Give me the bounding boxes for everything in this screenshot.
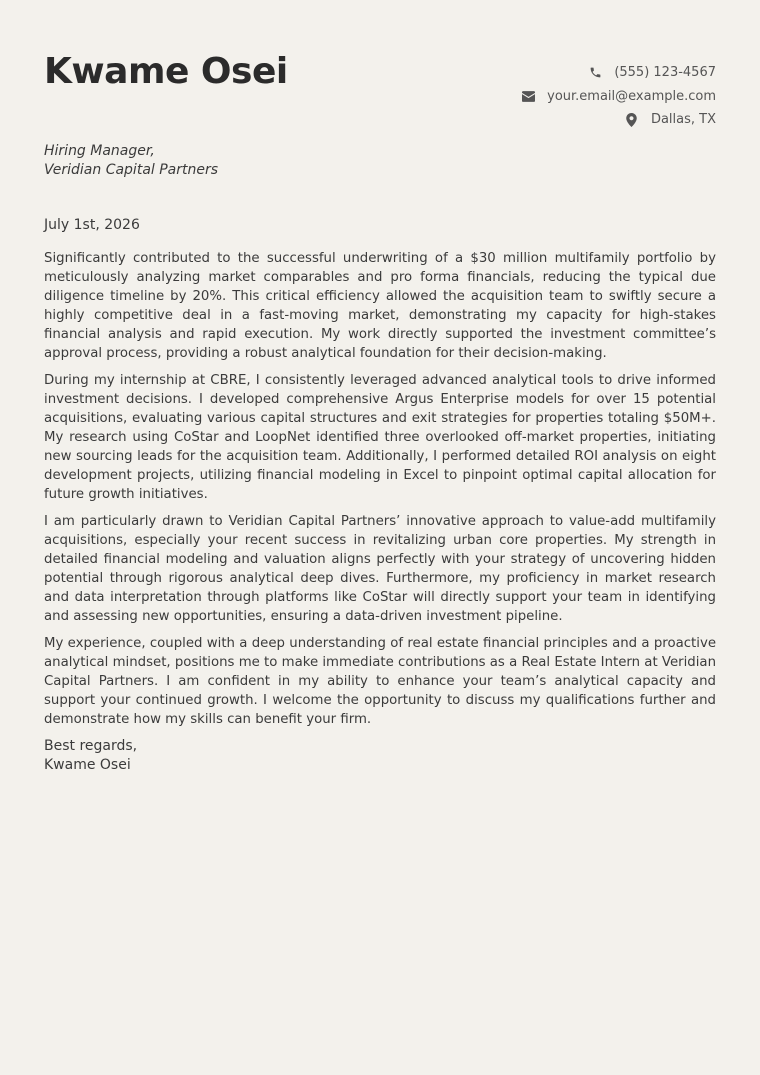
recipient-company: Veridian Capital Partners	[44, 162, 219, 178]
letter-body	[44, 249, 716, 729]
applicant-name: Kwame Osei	[44, 51, 288, 92]
map-pin-icon	[625, 113, 639, 127]
contact-location	[521, 108, 716, 132]
email-text: your.email@example.com	[547, 88, 716, 104]
letter-closing	[44, 737, 716, 775]
location-text: Dallas, TX	[650, 112, 716, 127]
letter-header	[44, 52, 716, 148]
body-paragraph: My experience, coupled with a deep understanding of real estate financial principles and a proactive analytical mindset, positions me to make immediate contributions as a Real Estate Intern at Veridian Capital Partners. I am confident in my ability to enhance your team’s analytical capacity and support your continued growth. I welcome the opportunity to discuss my qualifications further and demonstrate how my skills can benefit your firm.	[44, 636, 716, 727]
letter-date: July 1st, 2026	[44, 217, 140, 233]
closing-salutation: Best regards,	[44, 738, 138, 754]
body-paragraph: I am particularly drawn to Veridian Capital Partners’ innovative approach to value-add multifamily acquisitions, especially your recent success in revitalizing urban core properties. My strength in detailed financial modeling and valuation aligns perfectly with your strategy of uncovering hidden potential through rigorous analytical deep dives. Furthermore, my proficiency in market research and data interpretation through platforms like CoStar will directly support your team in identifying and assessing new opportunities, ensuring a data-driven investment pipeline.	[44, 514, 716, 624]
contact-phone	[521, 61, 716, 85]
recipient-title: Hiring Manager,	[44, 143, 155, 159]
phone-icon	[588, 66, 602, 80]
body-paragraph: Significantly contributed to the successful underwriting of a $30 million multifamily portfolio by meticulously analyzing market comparables and pro forma financials, reducing the typical due diligence timeline by 20%. This critical efficiency allowed the acquisition team to swiftly secure a highly competitive deal in a fast-moving market, demonstrating my capacity for high-stakes financial analysis and rapid execution. My work directly supported the investment committee’s approval process, providing a robust analytical foundation for their decision-making.	[44, 251, 716, 361]
envelope-icon	[521, 89, 535, 103]
closing-signature: Kwame Osei	[44, 757, 131, 773]
body-paragraph: During my internship at CBRE, I consistently leveraged advanced analytical tools to drive informed investment decisions. I developed comprehensive Argus Enterprise models for over 15 potential acquisitions, evaluating various capital structures and exit strategies for properties totaling $50M+. My research using CoStar and LoopNet identified three overlooked off-market properties, initiating new sourcing leads for the acquisition team. Additionally, I performed detailed ROI analysis on eight development projects, utilizing financial modeling in Excel to pinpoint optimal capital allocation for future growth initiatives.	[44, 373, 716, 502]
contact-email	[521, 85, 716, 109]
phone-text: (555) 123-4567	[614, 65, 716, 80]
contact-info	[521, 61, 716, 132]
